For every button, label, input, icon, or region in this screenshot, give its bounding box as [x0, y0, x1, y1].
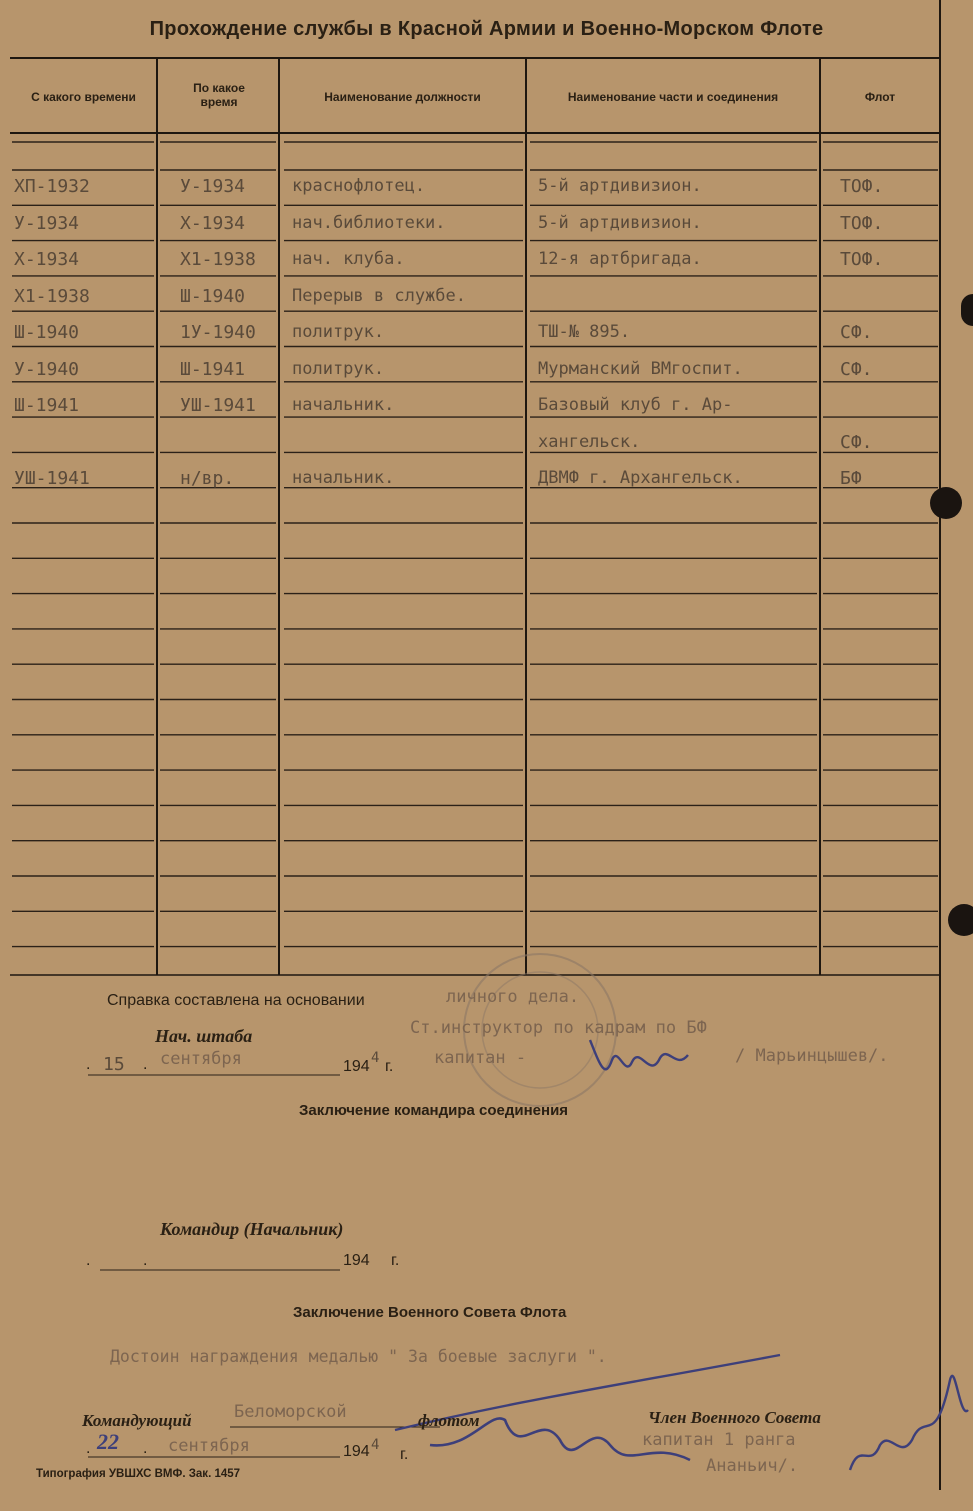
- commander-role: Командир (Начальник): [160, 1219, 344, 1239]
- reference-day: 15: [103, 1054, 125, 1075]
- cell-to: Ш-1941: [180, 358, 246, 380]
- punch-hole: [948, 904, 973, 936]
- cell-to: Х1-1938: [180, 249, 256, 270]
- cell-from: Ш-1941: [14, 395, 80, 416]
- printer-imprint: Типография УВШХС ВМФ. Зак. 1457: [36, 1468, 241, 1480]
- council-conclusion: Достоин награждения медалью " За боевые заслуги ".: [110, 1347, 607, 1366]
- date-dot: .: [143, 1440, 148, 1457]
- punch-hole: [930, 487, 962, 519]
- cell-unit: хангельск.: [538, 431, 641, 452]
- punch-hole: [961, 294, 973, 326]
- col-header-position: Наименование должности: [324, 90, 481, 104]
- cell-fleet: ТОФ.: [840, 249, 884, 270]
- cell-from: Ш-1940: [14, 322, 80, 343]
- cell-unit: 5-й артдивизион.: [538, 212, 702, 233]
- cell-from: Х1-1938: [14, 285, 90, 307]
- cell-from: У-1940: [14, 358, 80, 380]
- cell-fleet: СФ.: [840, 322, 873, 343]
- council-day: 22: [97, 1429, 119, 1454]
- cell-from: У-1934: [14, 212, 80, 234]
- council-member-label: Член Военного Совета: [648, 1408, 821, 1427]
- reference-month: сентября: [160, 1049, 242, 1069]
- council-year-suffix: г.: [400, 1446, 409, 1463]
- cell-position: краснофлотец.: [292, 176, 426, 196]
- col-header-to: По какое время: [193, 81, 245, 109]
- commander-year-prefix: 194: [343, 1252, 370, 1269]
- fleet-commander-label: Командующий: [82, 1411, 192, 1430]
- cell-fleet: ТОФ.: [840, 212, 884, 234]
- cell-unit: ДВМФ г. Архангельск.: [538, 468, 743, 488]
- cell-fleet: БФ: [840, 468, 862, 489]
- reference-label: Справка составлена на основании: [107, 992, 365, 1009]
- cell-from: ХП-1932: [14, 176, 90, 197]
- commander-year-suffix: г.: [391, 1252, 400, 1269]
- signer-name: / Марьинцышев/.: [735, 1046, 889, 1066]
- cell-to: УШ-1941: [180, 395, 256, 416]
- cell-to: н/вр.: [180, 468, 235, 489]
- col-header-fleet: Флот: [864, 90, 896, 104]
- signer-rank: капитан -: [434, 1048, 527, 1068]
- cell-position: нач. клуба.: [292, 249, 405, 269]
- cell-position: политрук.: [292, 358, 385, 379]
- cell-unit: Мурманский ВМгоспит.: [538, 358, 743, 379]
- date-dot: .: [143, 1056, 148, 1073]
- cell-fleet: СФ.: [840, 358, 873, 380]
- cell-to: Х-1934: [180, 212, 246, 234]
- date-dot: .: [86, 1056, 91, 1073]
- cell-position: начальник.: [292, 395, 395, 415]
- council-year-digit: 4: [371, 1437, 380, 1453]
- reference-year-suffix: г.: [385, 1058, 394, 1075]
- council-heading: Заключение Военного Совета Флота: [293, 1304, 567, 1321]
- reference-value: личного дела.: [446, 987, 580, 1007]
- reference-year-digit: 4: [371, 1050, 380, 1066]
- fleet-label: флотом: [418, 1411, 480, 1430]
- date-dot: .: [86, 1252, 91, 1269]
- council-year-prefix: 194: [343, 1443, 370, 1460]
- cell-fleet: ТОФ.: [840, 176, 884, 197]
- cell-position: политрук.: [292, 322, 385, 342]
- signer-title: Ст.инструктор по кадрам по БФ: [410, 1018, 707, 1038]
- cell-unit: Базовый клуб г. Ар-: [538, 395, 733, 415]
- cell-position: нач.библиотеки.: [292, 212, 446, 233]
- cell-position: Перерыв в службе.: [292, 285, 466, 306]
- cell-to: Ш-1940: [180, 285, 246, 307]
- cell-to: 1У-1940: [180, 322, 256, 343]
- cell-unit: ТШ-№ 895.: [538, 322, 631, 342]
- date-dot: .: [86, 1440, 91, 1457]
- cell-from: УШ-1941: [14, 468, 90, 489]
- member-rank: капитан 1 ранга: [642, 1430, 796, 1450]
- cell-position: начальник.: [292, 468, 395, 488]
- cell-unit: 5-й артдивизион.: [538, 176, 702, 196]
- col-header-unit: Наименование части и соединения: [567, 90, 779, 104]
- member-name: Ананьич/.: [706, 1456, 799, 1476]
- council-month: сентября: [168, 1436, 250, 1456]
- cell-fleet: СФ.: [840, 431, 873, 453]
- cell-from: Х-1934: [14, 249, 80, 270]
- commander-heading: Заключение командира соединения: [299, 1102, 569, 1119]
- cell-to: У-1934: [180, 176, 246, 197]
- page-title: Прохождение службы в Красной Армии и Военно-Морском Флоте: [149, 18, 824, 40]
- signature-member: [850, 1376, 968, 1470]
- col-header-from: С какого времени: [31, 90, 136, 104]
- cell-unit: 12-я артбригада.: [538, 249, 702, 269]
- reference-year-prefix: 194: [343, 1058, 370, 1075]
- signature-chief: [590, 1040, 688, 1069]
- chief-of-staff-label: Нач. штаба: [155, 1026, 253, 1046]
- date-dot: .: [143, 1252, 148, 1269]
- fleet-name: Беломорской: [234, 1402, 347, 1422]
